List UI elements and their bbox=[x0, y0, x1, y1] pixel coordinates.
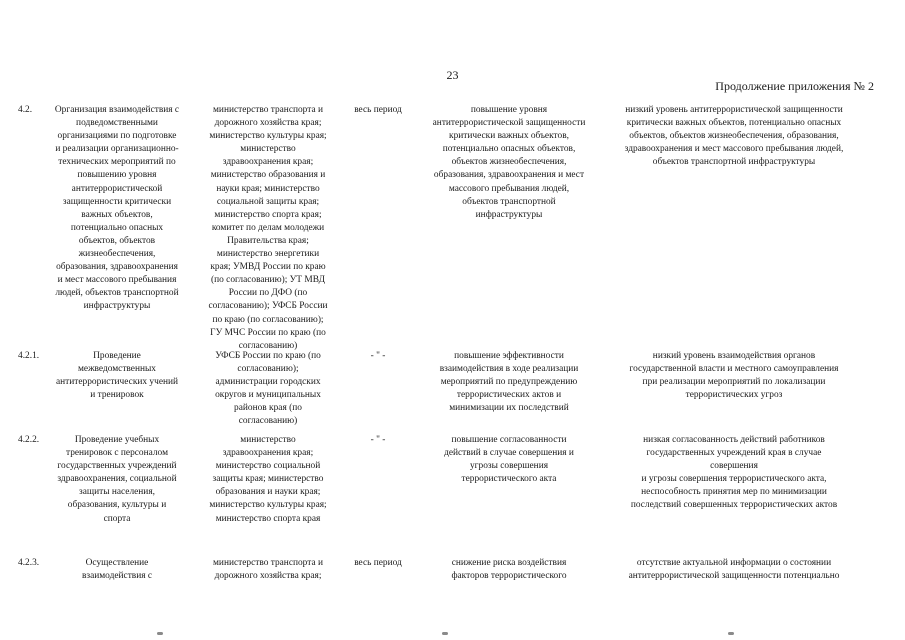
expected-result: повышение эффективности взаимодействия в ходе реализации мероприятий по предупреждению террористических актов и минимизации их последствий bbox=[439, 351, 579, 414]
executors: министерство транспорта и дорожного хозяйства края; министерство культуры края; министерство здравоохранения края; министерство образования и науки края; министерство социальной защиты края; министерство спорта края; комитет по делам молодежи Правительства края; министерство энергетики края; УМВД России по краю (по согласованию); УТ МВД России по ДФО (по согласованию); УФСБ России по краю (по согласованию); ГУ МЧС России по краю (по согласованию) bbox=[208, 105, 328, 351]
expected-result: повышение уровня антитеррористической защищенности критически важных объектов, потенциально опасных объектов, объектов жизнеобеспечения, образования, здравоохранения и мест массового пребывания людей, объектов транспортной инфраструктуры bbox=[432, 105, 586, 220]
term: весь период bbox=[354, 105, 402, 115]
term: - " - bbox=[370, 435, 386, 445]
item-number: 4.2. bbox=[18, 105, 33, 115]
executors: министерство здравоохранения края; министерство социальной защиты края; министерство образования и науки края; министерство культуры края; министерство спорта края bbox=[209, 435, 327, 524]
measure-name: Проведение межведомственных антитеррористических учений и тренировок bbox=[55, 351, 179, 401]
non-fulfilment-consequence: низкий уровень антитеррористической защищенности критически важных объектов, потенциально опасных объектов, объектов жизнеобеспечения, образования, здравоохранения и мест массового пребывания людей, объектов транспортной инфраструктуры bbox=[624, 105, 844, 168]
term: весь период bbox=[354, 558, 402, 568]
measure-name: Осуществление взаимодействия с bbox=[81, 558, 153, 582]
appendix-continuation-label: Продолжение приложения № 2 bbox=[715, 79, 874, 93]
non-fulfilment-consequence: низкий уровень взаимодействия органов государственной власти и местного самоуправления при реализации мероприятий по локализации террористических угроз bbox=[629, 351, 839, 401]
term: - " - bbox=[370, 351, 386, 361]
executors: министерство транспорта и дорожного хозяйства края; bbox=[213, 558, 323, 582]
executors: УФСБ России по краю (по согласованию); администрации городских округов и муниципальных районов края (по согласованию) bbox=[215, 351, 321, 427]
non-fulfilment-consequence: отсутствие актуальной информации о состоянии антитеррористической защищенности потенциально bbox=[628, 558, 840, 582]
scan-artifact bbox=[157, 632, 163, 635]
scan-artifact bbox=[728, 632, 734, 635]
page-number: 23 bbox=[446, 68, 459, 82]
measure-name: Организация взаимодействия с подведомственными организациями по подготовке и реализации организационно- технических мероприятий по повышению уровня антитеррористической защищенности критически важных объектов, потенциально опасных объектов, объектов жизнеобеспечения, образования, здравоохранения и мест массового пребывания людей, объектов транспортной инфраструктуры bbox=[54, 105, 180, 312]
item-number: 4.2.2. bbox=[18, 435, 40, 445]
expected-result: снижение риска воздействия факторов террористического bbox=[451, 558, 567, 582]
item-number: 4.2.1. bbox=[18, 351, 40, 361]
item-number: 4.2.3. bbox=[18, 558, 40, 568]
measure-name: Проведение учебных тренировок с персоналом государственных учреждений здравоохранения, социальной защиты населения, образования, культуры и спорта bbox=[57, 435, 177, 524]
scan-artifact bbox=[442, 632, 448, 635]
expected-result: повышение согласованности действий в случае совершения и угрозы совершения террористического акта bbox=[444, 435, 574, 485]
non-fulfilment-consequence: низкая согласованность действий работников государственных учреждений края в случае совершения и угрозы совершения террористического акта, неспособность принятия мер по минимизации последствий совершенных террористических актов bbox=[630, 435, 838, 511]
